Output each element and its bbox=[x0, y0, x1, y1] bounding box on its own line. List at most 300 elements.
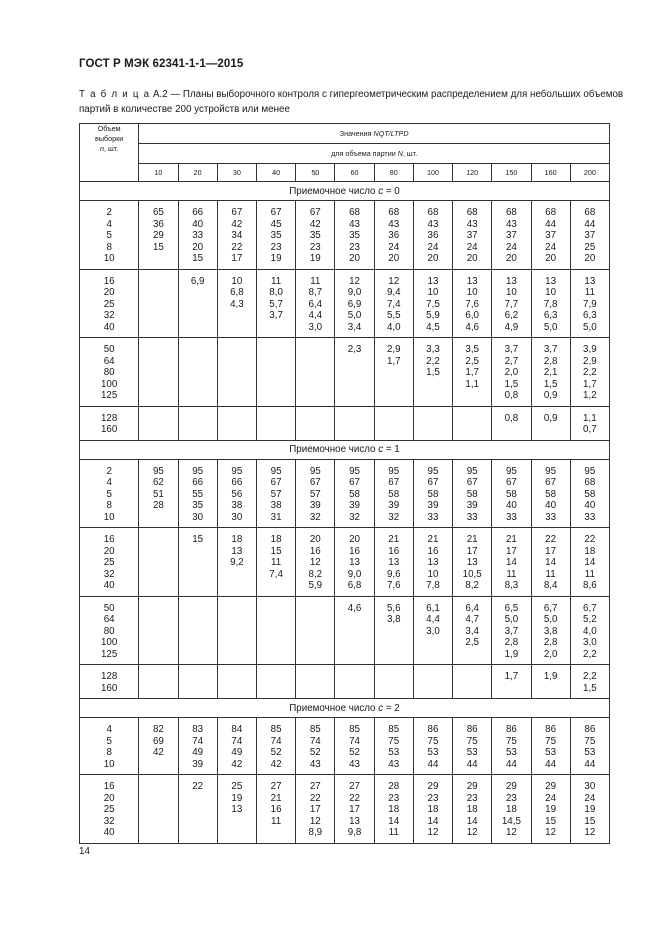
value-cell bbox=[453, 269, 492, 338]
document-header: ГОСТ Р МЭК 62341-1-1—2015 bbox=[79, 58, 244, 70]
value: 22 bbox=[309, 792, 321, 804]
value: 17 bbox=[231, 253, 243, 264]
value: 68 bbox=[584, 207, 596, 218]
value-cell bbox=[492, 665, 531, 699]
value: 11 bbox=[388, 827, 399, 838]
value: 3,4 bbox=[465, 625, 479, 637]
value: 67 bbox=[270, 207, 282, 218]
value: 21 bbox=[270, 792, 282, 804]
sample-size-value: 4 bbox=[106, 477, 112, 488]
value: 1,9 bbox=[504, 648, 519, 660]
value: 4,0 bbox=[583, 625, 597, 637]
value: 22 bbox=[584, 534, 596, 545]
value: 25 bbox=[231, 781, 243, 792]
value: 37 bbox=[545, 230, 557, 241]
value-cell bbox=[453, 596, 492, 665]
value: 11 bbox=[584, 568, 595, 580]
sample-size-cell bbox=[80, 201, 139, 270]
value-cell bbox=[374, 406, 413, 440]
value-cell bbox=[531, 201, 570, 270]
acceptance-number-title: Приемочное число c = 1 bbox=[80, 440, 610, 459]
value-cell bbox=[531, 528, 570, 597]
value: 10,5 bbox=[462, 568, 482, 580]
value: 14,5 bbox=[501, 815, 521, 827]
value: 1,5 bbox=[426, 367, 440, 378]
value: 43 bbox=[349, 758, 360, 770]
value: 22 bbox=[545, 534, 557, 545]
value: 62 bbox=[152, 477, 164, 488]
table-row bbox=[80, 718, 610, 775]
value-cell bbox=[256, 201, 295, 270]
sample-size-header-line: n, шт. bbox=[100, 144, 119, 153]
sample-size-value: 8 bbox=[106, 500, 112, 511]
value: 19 bbox=[231, 792, 243, 804]
value: 35 bbox=[309, 230, 321, 241]
value-cell bbox=[374, 459, 413, 528]
value: 52 bbox=[309, 747, 321, 758]
value-cell bbox=[296, 718, 335, 775]
value: 24 bbox=[466, 241, 478, 253]
value: 2,0 bbox=[543, 648, 558, 660]
value: 3,8 bbox=[386, 614, 401, 625]
value: 40 bbox=[584, 500, 596, 511]
value: 15 bbox=[270, 545, 282, 557]
value: 12 bbox=[427, 827, 439, 838]
value: 75 bbox=[388, 735, 400, 747]
value-cell bbox=[492, 338, 531, 407]
value: 39 bbox=[388, 500, 400, 511]
value-cell bbox=[178, 338, 217, 407]
table-row bbox=[80, 406, 610, 440]
value-cell bbox=[413, 459, 452, 528]
value: 17 bbox=[309, 804, 321, 815]
value: 82 bbox=[152, 724, 164, 735]
value: 2,0 bbox=[504, 367, 519, 378]
value: 2,2 bbox=[583, 367, 597, 378]
value: 16 bbox=[270, 804, 282, 815]
sample-size-value: 4 bbox=[106, 724, 112, 735]
value-cell bbox=[570, 338, 609, 407]
value: 57 bbox=[270, 488, 282, 500]
value: 0,7 bbox=[583, 424, 597, 435]
value: 17 bbox=[466, 545, 478, 557]
value: 2,8 bbox=[543, 355, 558, 367]
value-cell bbox=[217, 269, 256, 338]
value: 66 bbox=[192, 207, 204, 218]
value-cell bbox=[374, 718, 413, 775]
value-cell bbox=[570, 718, 609, 775]
value: 20 bbox=[584, 253, 596, 264]
table-row bbox=[80, 459, 610, 528]
value: 9,8 bbox=[347, 827, 362, 838]
value: 51 bbox=[152, 488, 164, 500]
value: 74 bbox=[309, 735, 321, 747]
value: 58 bbox=[349, 488, 360, 500]
value: 42 bbox=[152, 747, 164, 758]
value: 67 bbox=[309, 207, 321, 218]
value-cell bbox=[413, 269, 452, 338]
value: 11 bbox=[271, 275, 282, 287]
value-cell bbox=[139, 528, 178, 597]
value: 44 bbox=[584, 758, 596, 770]
value: 3,7 bbox=[504, 344, 519, 355]
value: 6,9 bbox=[190, 275, 205, 287]
value-cell bbox=[296, 338, 335, 407]
value: 95 bbox=[427, 465, 439, 477]
value: 14 bbox=[388, 815, 400, 827]
value: 21 bbox=[388, 534, 400, 545]
value-cell bbox=[531, 718, 570, 775]
lot-size-cell: 100 bbox=[413, 164, 452, 182]
value-cell bbox=[296, 665, 335, 699]
value: 7,9 bbox=[583, 298, 597, 310]
value: 39 bbox=[427, 500, 439, 511]
value: 6,5 bbox=[504, 602, 519, 614]
value: 1,1 bbox=[465, 378, 479, 390]
value: 67 bbox=[388, 477, 400, 488]
value-cell bbox=[492, 775, 531, 844]
value-cell bbox=[531, 406, 570, 440]
sampling-plans-table bbox=[79, 123, 610, 844]
value: 13 bbox=[231, 804, 243, 815]
value: 11 bbox=[271, 815, 282, 827]
value: 4,0 bbox=[386, 321, 401, 333]
value: 22 bbox=[192, 781, 204, 792]
value: 4,3 bbox=[230, 298, 244, 310]
value: 8,0 bbox=[269, 287, 283, 298]
value: 95 bbox=[584, 465, 596, 477]
value-cell bbox=[335, 269, 374, 338]
value: 13 bbox=[466, 275, 478, 287]
value: 2,5 bbox=[465, 637, 479, 648]
header-row bbox=[80, 144, 610, 164]
value: 3,0 bbox=[583, 637, 597, 648]
value: 53 bbox=[388, 747, 400, 758]
value: 33 bbox=[584, 511, 596, 523]
value-cell bbox=[531, 665, 570, 699]
sample-size-value: 16 bbox=[103, 534, 115, 545]
value: 95 bbox=[309, 465, 321, 477]
acceptance-number-title: Приемочное число c = 0 bbox=[80, 182, 610, 201]
value: 5,5 bbox=[386, 310, 401, 321]
sample-size-cell bbox=[80, 528, 139, 597]
value: 10 bbox=[466, 287, 478, 298]
value: 3,7 bbox=[543, 344, 558, 355]
value-cell bbox=[453, 775, 492, 844]
value: 9,2 bbox=[230, 557, 244, 568]
value: 15 bbox=[152, 241, 164, 253]
value: 58 bbox=[545, 488, 557, 500]
value-cell bbox=[335, 406, 374, 440]
sample-size-value: 50 bbox=[103, 602, 115, 614]
sample-size-value: 64 bbox=[103, 614, 115, 625]
value: 22 bbox=[349, 792, 360, 804]
value: 23 bbox=[309, 241, 321, 253]
value: 13 bbox=[427, 275, 439, 287]
value-cell bbox=[178, 775, 217, 844]
value: 7,8 bbox=[543, 298, 558, 310]
value: 27 bbox=[270, 781, 282, 792]
value: 68 bbox=[584, 477, 596, 488]
table-caption bbox=[79, 87, 624, 117]
value: 44 bbox=[584, 218, 596, 230]
value: 85 bbox=[309, 724, 321, 735]
value: 2,9 bbox=[386, 344, 401, 355]
value: 12 bbox=[309, 557, 321, 568]
value-cell bbox=[413, 338, 452, 407]
value: 11 bbox=[271, 557, 282, 568]
value: 6,1 bbox=[426, 602, 440, 614]
value: 20 bbox=[192, 241, 204, 253]
value: 42 bbox=[270, 758, 282, 770]
value: 39 bbox=[192, 758, 204, 770]
value-cell bbox=[335, 718, 374, 775]
value: 5,7 bbox=[269, 298, 283, 310]
sample-size-value: 5 bbox=[106, 488, 112, 500]
value-cell bbox=[139, 269, 178, 338]
caption-label: Т а б л и ц а bbox=[79, 89, 151, 100]
value-cell bbox=[413, 718, 452, 775]
sample-size-header bbox=[80, 124, 139, 182]
value: 56 bbox=[231, 488, 243, 500]
value: 13 bbox=[427, 557, 439, 568]
value: 95 bbox=[192, 465, 204, 477]
value-cell bbox=[570, 459, 609, 528]
value: 13 bbox=[545, 275, 557, 287]
value: 74 bbox=[192, 735, 204, 747]
value: 24 bbox=[505, 241, 517, 253]
value: 86 bbox=[427, 724, 439, 735]
sample-size-value: 40 bbox=[103, 321, 115, 333]
sample-size-value: 32 bbox=[103, 310, 115, 321]
value: 16 bbox=[427, 545, 439, 557]
value-cell bbox=[139, 596, 178, 665]
value: 22 bbox=[231, 241, 243, 253]
value: 95 bbox=[349, 465, 360, 477]
value: 4,4 bbox=[426, 614, 440, 625]
sample-size-value: 16 bbox=[103, 781, 115, 792]
value: 8,3 bbox=[504, 580, 519, 591]
value: 53 bbox=[505, 747, 517, 758]
value-cell bbox=[492, 718, 531, 775]
value: 12 bbox=[466, 827, 478, 838]
value: 44 bbox=[427, 758, 439, 770]
sample-size-value: 100 bbox=[100, 378, 118, 390]
lot-size-cell: 120 bbox=[453, 164, 492, 182]
lot-size-cell: 50 bbox=[296, 164, 335, 182]
value: 37 bbox=[466, 230, 478, 241]
value: 14 bbox=[466, 815, 478, 827]
value: 13 bbox=[584, 275, 596, 287]
value-cell bbox=[296, 528, 335, 597]
value-cell bbox=[139, 459, 178, 528]
value-cell bbox=[492, 596, 531, 665]
value: 31 bbox=[270, 511, 282, 523]
value: 16 bbox=[388, 545, 400, 557]
value: 69 bbox=[152, 735, 164, 747]
value: 18 bbox=[466, 804, 478, 815]
value-cell bbox=[217, 775, 256, 844]
value: 43 bbox=[388, 218, 400, 230]
value: 1,7 bbox=[504, 671, 519, 682]
value: 24 bbox=[545, 241, 557, 253]
sample-size-value: 50 bbox=[103, 344, 115, 355]
value-cell bbox=[256, 718, 295, 775]
lot-size-row bbox=[80, 164, 610, 182]
value: 74 bbox=[270, 735, 282, 747]
sample-size-value: 32 bbox=[103, 815, 115, 827]
value: 5,0 bbox=[504, 614, 519, 625]
sample-size-value: 20 bbox=[103, 792, 115, 804]
value-cell bbox=[256, 269, 295, 338]
sample-size-value: 160 bbox=[100, 424, 118, 435]
value-cell bbox=[492, 201, 531, 270]
value: 34 bbox=[231, 230, 243, 241]
value: 16 bbox=[309, 545, 321, 557]
sample-size-cell bbox=[80, 406, 139, 440]
value-cell bbox=[139, 406, 178, 440]
value-cell bbox=[531, 775, 570, 844]
sample-size-value: 4 bbox=[106, 218, 112, 230]
value-cell bbox=[531, 459, 570, 528]
value: 5,6 bbox=[386, 602, 401, 614]
lot-size-header: для объема партии N, шт. bbox=[139, 144, 610, 164]
value: 3,5 bbox=[465, 344, 479, 355]
value: 29 bbox=[545, 781, 557, 792]
value: 68 bbox=[505, 207, 517, 218]
value: 9,6 bbox=[386, 568, 401, 580]
value: 11 bbox=[545, 568, 556, 580]
value: 15 bbox=[584, 815, 596, 827]
header-row bbox=[80, 124, 610, 144]
value: 36 bbox=[388, 230, 400, 241]
value: 7,4 bbox=[269, 568, 283, 580]
value: 74 bbox=[349, 735, 360, 747]
value-cell bbox=[413, 596, 452, 665]
value: 13 bbox=[505, 275, 517, 287]
lot-size-cell: 20 bbox=[178, 164, 217, 182]
value-cell bbox=[256, 596, 295, 665]
value: 1,5 bbox=[543, 378, 558, 390]
value: 7,7 bbox=[504, 298, 519, 310]
value-cell bbox=[374, 338, 413, 407]
value: 2,3 bbox=[347, 344, 362, 355]
value: 14 bbox=[505, 557, 517, 568]
sample-size-value: 160 bbox=[100, 682, 118, 694]
value: 5,0 bbox=[347, 310, 362, 321]
value: 20 bbox=[309, 534, 321, 545]
sample-size-value: 5 bbox=[106, 230, 112, 241]
value: 0,9 bbox=[543, 412, 558, 424]
value: 49 bbox=[192, 747, 204, 758]
value: 33 bbox=[192, 230, 204, 241]
value: 28 bbox=[152, 500, 164, 511]
sample-size-header-line: Объем bbox=[97, 124, 121, 133]
value: 67 bbox=[545, 477, 557, 488]
value: 75 bbox=[545, 735, 557, 747]
value-cell bbox=[256, 459, 295, 528]
value: 58 bbox=[427, 488, 439, 500]
value: 49 bbox=[231, 747, 243, 758]
value: 12 bbox=[584, 827, 596, 838]
sample-size-value: 8 bbox=[106, 241, 112, 253]
value: 75 bbox=[584, 735, 596, 747]
sample-size-value: 40 bbox=[103, 827, 115, 838]
sample-size-value: 25 bbox=[103, 298, 115, 310]
value-cell bbox=[217, 459, 256, 528]
value: 44 bbox=[545, 218, 557, 230]
value-cell bbox=[256, 775, 295, 844]
value: 5,9 bbox=[426, 310, 440, 321]
value-cell bbox=[178, 718, 217, 775]
value-cell bbox=[335, 665, 374, 699]
value-cell bbox=[256, 338, 295, 407]
value-cell bbox=[296, 459, 335, 528]
value: 20 bbox=[388, 253, 400, 264]
value: 0,9 bbox=[543, 390, 558, 401]
value: 23 bbox=[427, 792, 439, 804]
value: 3,9 bbox=[583, 344, 597, 355]
value: 3,0 bbox=[308, 321, 323, 333]
value: 6,2 bbox=[504, 310, 519, 321]
value-cell bbox=[139, 665, 178, 699]
value: 2,7 bbox=[504, 355, 519, 367]
value: 13 bbox=[349, 557, 360, 568]
value: 25 bbox=[584, 241, 596, 253]
value: 2,9 bbox=[583, 355, 597, 367]
value: 6,9 bbox=[347, 298, 362, 310]
value: 30 bbox=[192, 511, 204, 523]
value: 67 bbox=[349, 477, 360, 488]
sample-size-cell bbox=[80, 338, 139, 407]
value: 38 bbox=[231, 500, 243, 511]
value: 0,8 bbox=[504, 412, 519, 424]
value: 18 bbox=[584, 545, 596, 557]
value: 18 bbox=[231, 534, 243, 545]
value: 12 bbox=[545, 827, 557, 838]
sample-size-cell bbox=[80, 269, 139, 338]
value: 53 bbox=[427, 747, 439, 758]
value: 10 bbox=[545, 287, 557, 298]
value: 3,0 bbox=[426, 625, 440, 637]
value: 6,0 bbox=[465, 310, 479, 321]
value-cell bbox=[296, 201, 335, 270]
value: 95 bbox=[231, 465, 243, 477]
value-cell bbox=[453, 406, 492, 440]
value: 30 bbox=[584, 781, 596, 792]
value: 24 bbox=[427, 241, 439, 253]
value: 14 bbox=[427, 815, 439, 827]
value: 68 bbox=[388, 207, 400, 218]
sample-size-value: 2 bbox=[106, 465, 112, 477]
value: 18 bbox=[388, 804, 400, 815]
value: 42 bbox=[231, 218, 243, 230]
value: 9,4 bbox=[386, 287, 401, 298]
value: 20 bbox=[349, 534, 360, 545]
value: 18 bbox=[505, 804, 517, 815]
value: 37 bbox=[584, 230, 596, 241]
value: 12 bbox=[349, 275, 360, 287]
value: 39 bbox=[309, 500, 321, 511]
value: 75 bbox=[505, 735, 517, 747]
value: 39 bbox=[466, 500, 478, 511]
value: 58 bbox=[388, 488, 400, 500]
value: 55 bbox=[192, 488, 204, 500]
sample-size-value: 128 bbox=[100, 412, 118, 424]
value: 52 bbox=[270, 747, 282, 758]
value-cell bbox=[178, 596, 217, 665]
table-row bbox=[80, 596, 610, 665]
